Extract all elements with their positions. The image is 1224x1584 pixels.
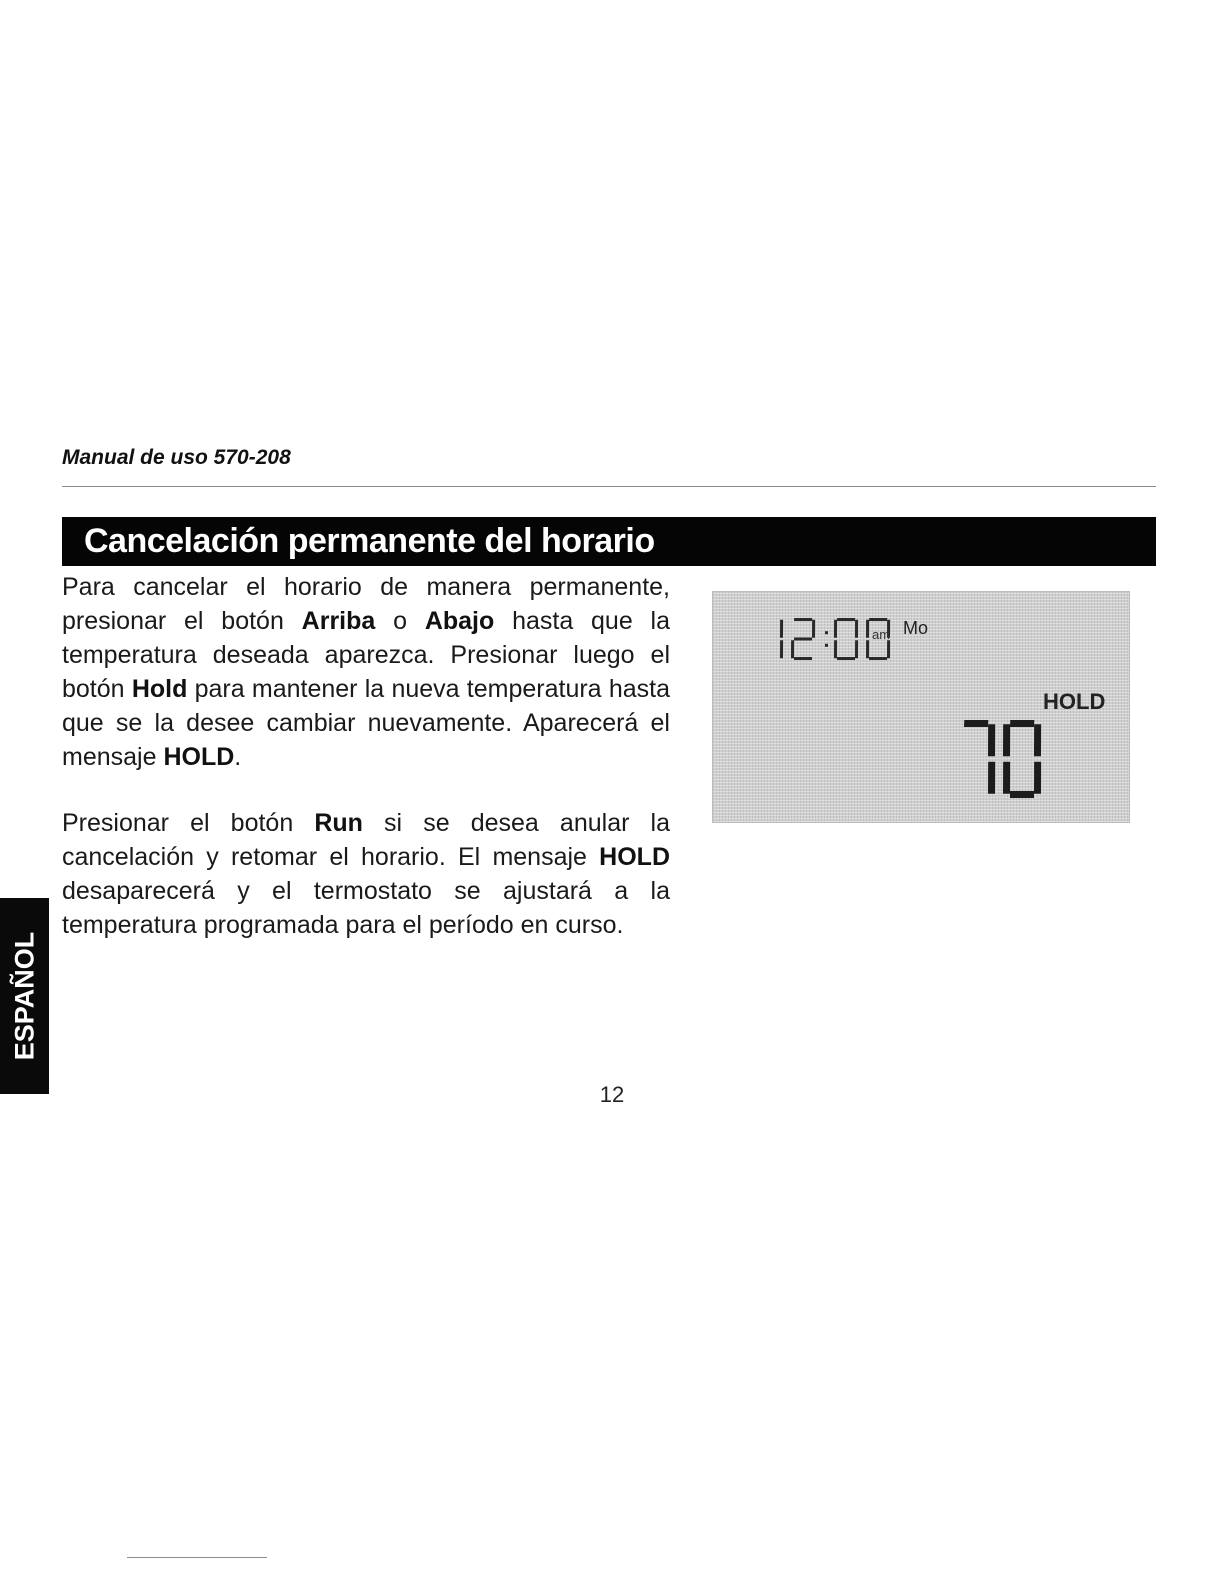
manual-title: Manual de uso 570-208 — [62, 446, 291, 469]
lcd-digit-1 — [780, 620, 783, 658]
arriba-term: Arriba — [301, 607, 376, 635]
lcd-digit-0 — [834, 618, 858, 660]
segment-e — [866, 640, 869, 658]
segment-b — [1034, 724, 1041, 756]
section-title: Cancelación permanente del horario — [62, 517, 1156, 566]
text-run: hasta que la temperatura deseada aparezca. Presionar luego el botón — [62, 607, 670, 703]
lcd-colon-dot — [825, 644, 828, 647]
paragraph-cancel-schedule — [62, 570, 670, 774]
header-divider — [62, 486, 1156, 487]
segment-a — [1010, 720, 1034, 727]
segment-b — [855, 620, 858, 638]
segment-b — [780, 620, 783, 638]
segment-e — [1003, 762, 1010, 794]
text-run: Para cancelar el horario de manera permanente, presionar el botón — [62, 573, 670, 635]
segment-b — [812, 620, 815, 638]
segment-a — [964, 720, 988, 727]
lcd-digit-7 — [964, 720, 995, 794]
segment-a — [869, 618, 887, 621]
page-number: 12 — [599, 1082, 625, 1107]
lcd-day-indicator: Mo — [903, 618, 929, 638]
text-run: o — [375, 607, 425, 635]
segment-g — [794, 638, 812, 641]
segment-d — [794, 657, 812, 660]
hold-message-term: HOLD — [163, 743, 235, 771]
thermostat-lcd-display — [712, 591, 1130, 823]
run-button-term: Run — [314, 809, 363, 837]
segment-c — [988, 762, 995, 794]
lcd-graphics — [713, 592, 1129, 822]
text-run: para mantener la nueva temperatura hasta que se la desee cambiar nuevamente. Aparecerá el mensaje — [62, 675, 670, 771]
text-run: Presionar el botón — [62, 809, 315, 837]
segment-c — [887, 640, 890, 658]
segment-c — [1034, 762, 1041, 794]
lcd-am-indicator: am — [872, 627, 891, 642]
abajo-term: Abajo — [424, 607, 495, 635]
segment-f — [866, 620, 869, 638]
lcd-colon-dot — [825, 631, 828, 634]
segment-d — [869, 657, 887, 660]
language-side-tab — [0, 898, 49, 1094]
segment-d — [837, 657, 855, 660]
text-run: . — [234, 743, 242, 771]
language-label: ESPAÑOL — [9, 931, 39, 1061]
text-run: si se desea anular la cancelación y retomar el horario. El mensaje — [62, 809, 670, 871]
segment-b — [988, 724, 995, 756]
paragraph-resume-schedule — [62, 806, 670, 942]
lcd-hold-indicator: HOLD — [1043, 689, 1106, 714]
segment-a — [794, 618, 812, 621]
text-run: desaparecerá y el termostato se ajustará a la temperatura programada para el período en curso. — [62, 877, 670, 939]
segment-c — [855, 640, 858, 658]
segment-c — [780, 640, 783, 658]
lcd-digit-0 — [1003, 720, 1041, 798]
lcd-digit-2 — [791, 618, 815, 660]
segment-e — [791, 640, 794, 658]
segment-f — [834, 620, 837, 638]
hold-button-term: Hold — [131, 675, 188, 703]
hold-message-term: HOLD — [599, 843, 670, 871]
segment-e — [834, 640, 837, 658]
lcd-temperature-digits — [964, 720, 1041, 798]
segment-f — [1003, 724, 1010, 756]
segment-a — [837, 618, 855, 621]
segment-d — [1010, 791, 1034, 798]
footer-rule — [127, 1557, 267, 1558]
